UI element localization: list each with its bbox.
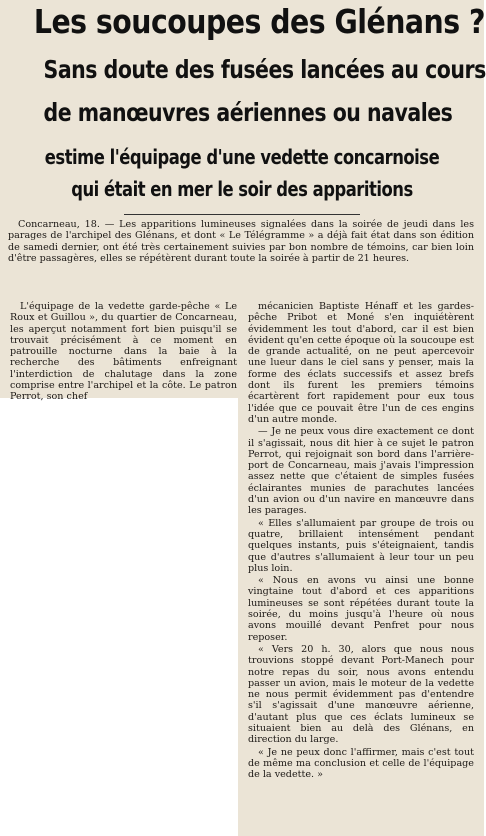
column-right-paragraph: « Elles s'allumaient par groupe de trois ou quatre, brillaient intensément pendant quelques instants, puis s'éteignaient, tandis que d'autres s'allumaient à leur tour un peu plus loin. (248, 517, 474, 574)
headline-main: Les soucoupes des Glénans ? (33, 2, 485, 41)
column-left-text: L'équipage de la vedette garde-pêche « Le Roux et Guillou », du quartier de Concarneau, les aperçut notamment fort bien puisqu'il se trouvait précisément à ce moment en patrouille nocturne dans la baie à la recherche des bâtiments enfreignant l'interdiction de chalutage dans la zone comprise entre l'archipel et la côte. Le patron Perrot, son chef (10, 301, 237, 403)
column-right-paragraph: « Vers 20 h. 30, alors que nous nous trouvions stoppé devant Port-Manech pour notre repas du soir, nous avons entendu passer un avion, mais le moteur de la vedette ne nous permit évidemment pas d'entendre s'il s'agissait d'une manœuvre aérienne, d'autant plus que ces éclats lumineux se situaient bien au delà des Glénans, en direction du large. (248, 643, 474, 746)
lead-text: Concarneau, 18. — Les apparitions lumineuses signalées dans la soirée de jeudi dans les parages de l'archipel des Glénans, et dont « Le Télégramme » a déjà fait état dans son édition de samedi dernier, ont été très certainement suivies par bon nombre de témoins, car bien loin d'être passagères, elles se répétèrent durant toute la soirée à partir de 21 heures. (8, 219, 474, 264)
column-right-paragraph: — Je ne peux vous dire exactement ce dont il s'agissait, nous dit hier à ce sujet le patron Perrot, qui rejoignait son bord dans l'arrière-port de Concarneau, mais j'avais l'impression assez nette que c'étaient de simples fusées éclairantes munies de parachutes lancées d'un avion ou d'un navire en manœuvre dans les parages. (248, 426, 474, 517)
headline-deck-2: qui était en mer le soir des apparitions (71, 177, 413, 201)
headline-sub-1: Sans doute des fusées lancées au cours (43, 55, 486, 84)
headline-sub-2: de manœuvres aériennes ou navales (43, 98, 453, 127)
headline-deck-1: estime l'équipage d'une vedette concarnoise (44, 145, 440, 169)
column-right (248, 301, 474, 781)
lead-paragraph (8, 219, 474, 265)
column-right-paragraph: « Je ne peux donc l'affirmer, mais c'est tout de même ma conclusion et celle de l'équipage de la vedette. » (248, 746, 474, 781)
column-right-paragraph: « Nous en avons vu ainsi une bonne vingtaine tout d'abord et ces apparitions lumineuses se sont répétées durant toute la soirée, du moins jusqu'à l'heure où nous avons mouillé devant Penfret pour nous reposer. (248, 575, 474, 643)
column-right-paragraph: mécanicien Baptiste Hénaff et les gardes-pêche Pribot et Moné s'en inquiétèrent évidemment les tout d'abord, car il est bien évident qu'en cette époque où la soucoupe est de grande actualité, on ne peut apercevoir une lueur dans le ciel sans y penser, mais la forme des éclats successifs et assez brefs dont ils furent les premiers témoins écartèrent fort rapidement pour eux tous l'idée que ce pouvait être l'un de ces engins d'un autre monde. (248, 301, 474, 425)
column-left (10, 301, 237, 404)
headline-divider (124, 214, 360, 215)
